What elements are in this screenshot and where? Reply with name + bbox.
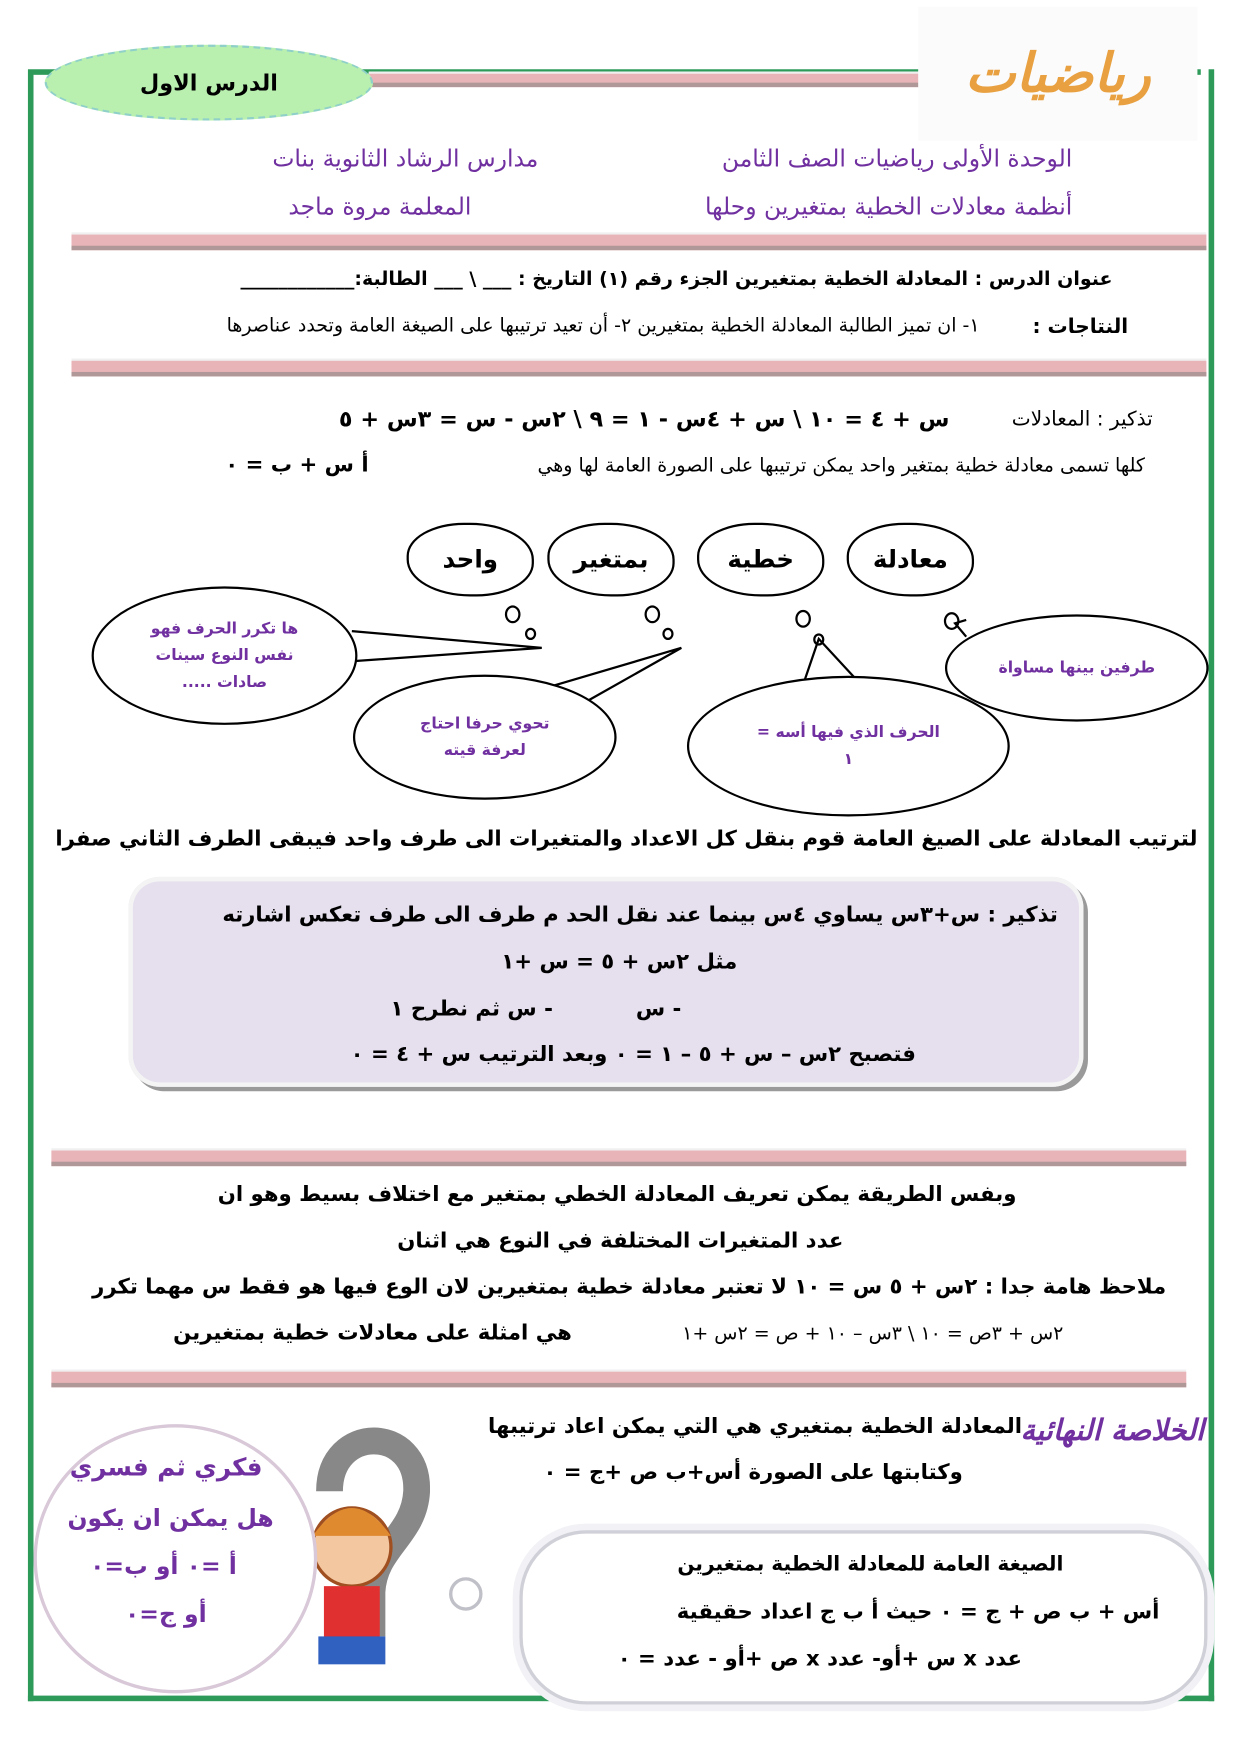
think-line3: أ =٠ أو ب=٠ — [90, 1552, 237, 1580]
cloud-variable: بمتغير — [547, 523, 674, 597]
lesson-badge-text: الدرس الاول — [139, 69, 278, 97]
outcomes-text: ١- ان تميز الطالبة المعادلة الخطية بمتغيرين ٢- أن تعيد ترتيبها على الصيغة العامة وتحدد عناصرها — [226, 314, 980, 338]
teacher-name: المعلمة مروة ماجد — [288, 193, 472, 221]
cloud-equation: معادلة — [847, 523, 974, 597]
school-name: مدارس الرشاد الثانوية بنات — [272, 145, 539, 173]
reminder-box-step-b: - س ثم نطرح ١ — [390, 996, 553, 1021]
bubble-contains-letter: تحوي حرفا احتاج لعرفة قيته — [353, 675, 617, 800]
divider-4 — [51, 1372, 1186, 1388]
reminder-box-result: فتصبح ٢س – س + ٥ – ١ = ٠ وبعد الترتيب س + ٤ = ٠ — [350, 1042, 916, 1067]
reminder-box-step-a: - س — [635, 996, 682, 1021]
reminder-box-example: مثل ٢س + ٥ = س +١ — [501, 949, 738, 975]
cloud-dot — [449, 1577, 483, 1611]
two-var-examples-label: هي امثلة على معادلات خطية بمتغيرين — [173, 1320, 572, 1345]
reminder-box-line1: تذكير : س+٣س يساوي ٤س بينما عند نقل الحد م طرف الى طرف تعكس اشارته — [222, 902, 1058, 928]
cloud-title: الصيغة العامة للمعادلة الخطية بمتغيرين — [677, 1552, 1064, 1577]
reminder-label: تذكير : المعادلات — [1011, 407, 1153, 432]
arrange-rule: لترتيب المعادلة على الصيغ العامة قوم بنقل كل الاعداد والمتغيرات الى طرف واحد فيبقى الطرف الثاني صفرا — [55, 826, 1198, 852]
cloud-general-form: أس + ب ص + ج = ٠ حيث أ ب ج اعداد حقيقية — [676, 1599, 1160, 1625]
summary-line2: وكتابتها على الصورة أس+ب ص +ج = ٠ — [543, 1459, 963, 1485]
two-var-line1: وبفس الطريقة يمكن تعريف المعادلة الخطي بمتغير مع اختلاف بسيط وهو ان — [217, 1181, 1017, 1207]
general-form-one-var: أ س + ب = ٠ — [225, 452, 369, 477]
reminder-equations: س + ٤ = ١٠ \ س + ٤س - ١ = ٩ \ ٢س - س = ٣س + ٥ — [338, 405, 950, 433]
topic-title: أنظمة معادلات الخطية بمتغيرين وحلها — [704, 193, 1073, 221]
think-line2: هل يمكن ان يكون — [67, 1504, 274, 1532]
divider-3 — [51, 1151, 1186, 1167]
two-var-examples: ٢س + ٣ص = ١٠ \ ٣س – ١٠ + ص = ٢س +١ — [682, 1322, 1064, 1345]
summary-title: الخلاصة النهائية — [1020, 1414, 1205, 1448]
cloud-form-words: عدد x س +أو- عدد x ص +أو - عدد = ٠ — [617, 1646, 1023, 1672]
cloud-linear: خطية — [697, 523, 824, 597]
bubble-same-type: ها تكرر الحرف فهو نفس النوع سينات صادات ..... — [92, 586, 358, 725]
lesson-title-line: عنوان الدرس : المعادلة الخطية بمتغيرين الجزء رقم (١) التاريخ : ___ \ ___ الطالبة:____________ — [240, 268, 1113, 291]
think-line1: فكري ثم فسري — [69, 1454, 263, 1483]
outcomes-label: النتاجات : — [1032, 314, 1129, 339]
reminder-line2: كلها تسمى معادلة خطية بمتغير واحد يمكن ترتيبها على الصورة العامة لها وهي — [537, 454, 1145, 477]
bubble-exponent: الحرف الذي فيها أسه = ١ — [687, 676, 1010, 817]
cloud-one: واحد — [407, 523, 534, 597]
unit-title: الوحدة الأولى رياضيات الصف الثامن — [721, 145, 1073, 173]
summary-line1: المعادلة الخطية بمتغيري هي التي يمكن اعاد ترتيبها — [487, 1414, 1023, 1439]
bubble-two-sides: طرفين بينها مساواة — [945, 614, 1209, 721]
important-note: ملاحظ هامة جدا : ٢س + ٥ س = ١٠ لا تعتبر معادلة خطية بمتغيرين لان الوع فيها هو فقط س مهما تكرر — [92, 1274, 1167, 1300]
two-var-line2: عدد المتغيرات المختلفة في النوع هي اثنان — [397, 1228, 844, 1254]
logo-text: رياضيات — [964, 42, 1151, 105]
think-line4: أو ج=٠ — [124, 1600, 207, 1628]
